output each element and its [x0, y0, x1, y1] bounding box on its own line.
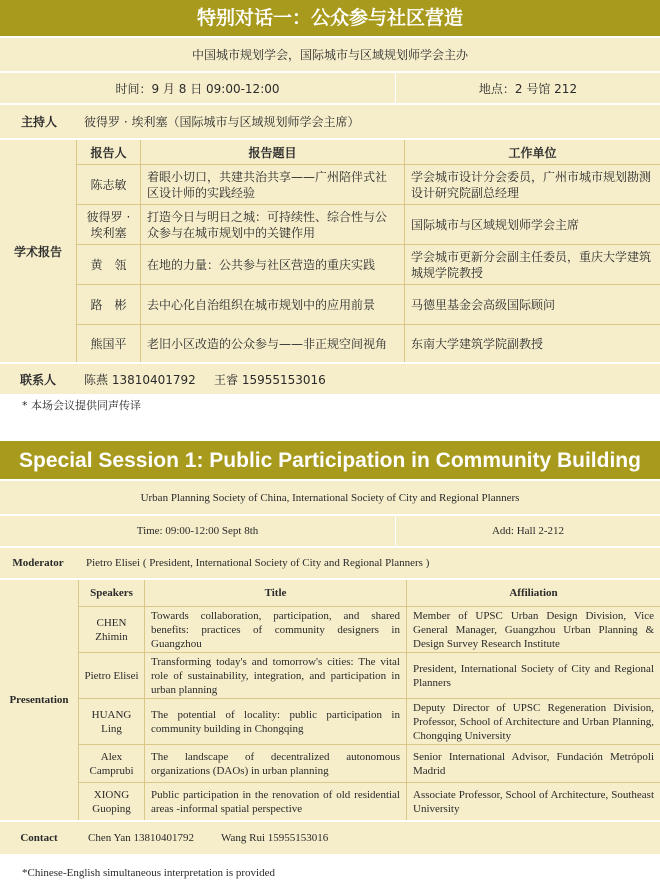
- chinese-presentation-label: 学术报告: [13, 244, 62, 259]
- chinese-header-speaker: 报告人: [76, 140, 140, 164]
- english-moderator-label: Moderator: [12, 557, 64, 569]
- chinese-row-speaker: 彼得罗 · 埃利塞: [76, 204, 140, 244]
- chinese-moderator-label: 主持人: [20, 115, 57, 129]
- english-organizers-text: Urban Planning Society of China, International Society of City and Regional Planners: [140, 491, 520, 504]
- english-header-title: Title: [144, 580, 406, 606]
- english-row-affiliation: Member of UPSC Urban Design Division, Vice General Manager, Guangzhou Urban Planning & Design Survey Research Institute: [406, 606, 660, 652]
- chinese-contact-2: 王睿 15955153016: [214, 372, 326, 387]
- chinese-note: * 本场会议提供同声传译: [22, 399, 141, 412]
- english-time-location-row: [0, 516, 660, 546]
- chinese-row-title: 打造今日与明日之城：可持续性、综合性与公众参与在城市规划中的关键作用: [140, 204, 404, 244]
- english-row-affiliation: Senior International Advisor, Fundación Metrópoli Madrid: [406, 744, 660, 782]
- chinese-row-speaker: 黄 瓴: [76, 244, 140, 284]
- chinese-contact-1: 陈燕 13810401792: [84, 372, 196, 387]
- english-header-speaker: Speakers: [78, 580, 144, 606]
- chinese-row-affiliation: 国际城市与区域规划师学会主席: [404, 204, 660, 244]
- chinese-presentation-table: [0, 140, 660, 362]
- chinese-moderator-row: [0, 105, 660, 138]
- english-row-speaker: Pietro Elisei: [78, 652, 144, 698]
- chinese-organizers-text: 中国城市规划学会，国际城市与区域规划师学会主办: [191, 48, 468, 62]
- english-header-affiliation: Affiliation: [406, 580, 660, 606]
- chinese-time-location-row: [0, 73, 660, 103]
- chinese-contact-row: [0, 364, 660, 394]
- chinese-row-title: 在地的力量：公共参与社区营造的重庆实践: [140, 244, 404, 284]
- english-row-affiliation: President, International Society of City and Regional Planners: [406, 652, 660, 698]
- chinese-row-speaker: 路 彬: [76, 284, 140, 324]
- chinese-row-affiliation: 东南大学建筑学院副教授: [404, 324, 660, 362]
- english-contact-label: Contact: [20, 832, 58, 844]
- english-presentation-label: Presentation: [9, 694, 69, 706]
- english-moderator-row: [0, 548, 660, 578]
- english-note: *Chinese-English simultaneous interpretation is provided: [22, 867, 275, 879]
- english-moderator: Pietro Elisei ( President, International Society of City and Regional Planners ): [86, 557, 430, 569]
- chinese-row-title: 着眼小切口，共建共治共享——广州陪伴式社区设计师的实践经验: [140, 164, 404, 204]
- chinese-row-affiliation: 马德里基金会高级国际顾问: [404, 284, 660, 324]
- chinese-row-title: 去中心化自治组织在城市规划中的应用前景: [140, 284, 404, 324]
- english-contact-2: Wang Rui 15955153016: [221, 832, 329, 844]
- chinese-moderator: 彼得罗 · 埃利塞（国际城市与区域规划师学会主席）: [84, 115, 360, 129]
- english-row-speaker: HUANG Ling: [78, 698, 144, 744]
- english-row-speaker: Alex Camprubi: [78, 744, 144, 782]
- english-row-affiliation: Associate Professor, School of Architecture, Southeast University: [406, 782, 660, 820]
- english-presentation-table: [0, 580, 660, 820]
- chinese-row-speaker: 陈志敏: [76, 164, 140, 204]
- english-title: Special Session 1: Public Participation in Community Building: [0, 441, 660, 479]
- chinese-header-title: 报告题目: [140, 140, 404, 164]
- english-row-affiliation: Deputy Director of UPSC Regeneration Division, Professor, School of Architecture and Urban Planning, Chongqing University: [406, 698, 660, 744]
- chinese-row-speaker: 熊国平: [76, 324, 140, 362]
- chinese-row-affiliation: 学会城市设计分会委员，广州市城市规划勘测设计研究院副总经理: [404, 164, 660, 204]
- english-contact-1: Chen Yan 13810401792: [88, 832, 195, 844]
- english-row-speaker: CHEN Zhimin: [78, 606, 144, 652]
- english-organizers: [0, 481, 660, 514]
- english-row-speaker: XIONG Guoping: [78, 782, 144, 820]
- english-row-title: Towards collaboration, participation, and shared benefits: practices of community designers in Guangzhou: [144, 606, 406, 652]
- english-row-title: The potential of locality: public participation in community building in Chongqing: [144, 698, 406, 744]
- chinese-section: [0, 0, 660, 420]
- english-time: Time: 09:00-12:00 Sept 8th: [0, 516, 396, 546]
- english-location: Add: Hall 2-212: [491, 525, 565, 537]
- english-section: [0, 441, 660, 890]
- chinese-header-affiliation: 工作单位: [404, 140, 660, 164]
- english-contact-row: [0, 822, 660, 854]
- chinese-title: 特别对话一：公众参与社区营造: [0, 0, 660, 36]
- chinese-row-title: 老旧小区改造的公众参与——非正规空间视角: [140, 324, 404, 362]
- chinese-time: 时间：9 月 8 日 09:00-12:00: [0, 73, 396, 103]
- english-row-title: Public participation in the renovation of old residential areas -informal spatial perspective: [144, 782, 406, 820]
- english-row-title: The landscape of decentralized autonomous organizations (DAOs) in urban planning: [144, 744, 406, 782]
- chinese-row-affiliation: 学会城市更新分会副主任委员，重庆大学建筑城规学院教授: [404, 244, 660, 284]
- english-row-title: Transforming today's and tomorrow's cities: The vital role of sustainability, integration, and participation in urban planning: [144, 652, 406, 698]
- chinese-location: 地点：2 号馆 212: [478, 81, 578, 96]
- chinese-contact-label: 联系人: [19, 372, 56, 387]
- chinese-organizers: [0, 38, 660, 71]
